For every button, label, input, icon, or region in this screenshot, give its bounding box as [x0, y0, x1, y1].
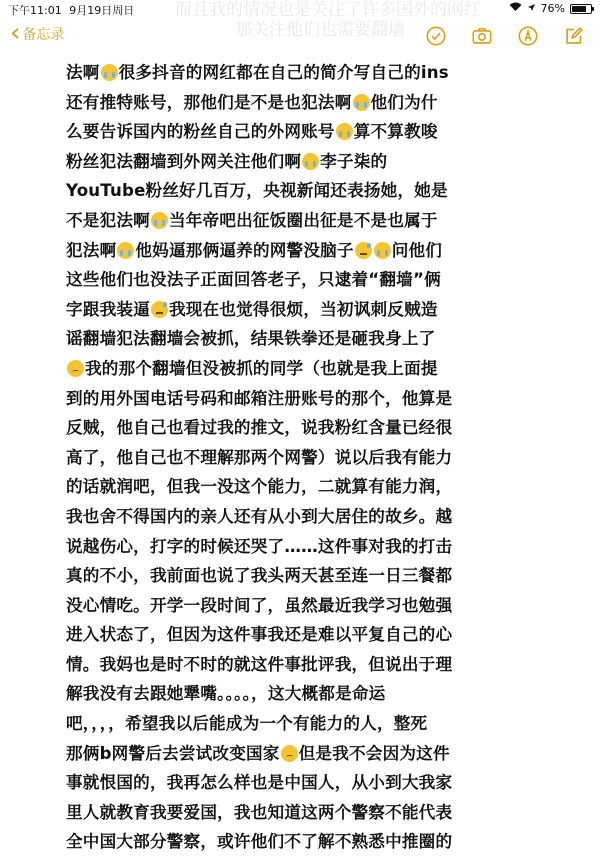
note-text: 当年帝吧出征饭圈出征是不是也属于: [168, 210, 438, 230]
note-text: 我也舍不得国内的亲人还有从小到大居住的故乡。越: [66, 506, 453, 526]
sweat-emoji-icon: [355, 242, 372, 259]
note-text: 李子柒的: [320, 151, 388, 171]
note-line: [66, 472, 566, 502]
chevron-left-icon: ‹: [10, 17, 21, 48]
note-text: 全中国大部分警察，或许他们不了解不熟悉中推圈的: [66, 832, 453, 852]
note-text: 我现在也觉得很烦，当初讽刺反贼造: [168, 299, 438, 319]
note-text: YouTube粉丝好几百万，央视新闻还表扬她，她是: [66, 181, 448, 201]
note-text: 进入状态了，但因为这件事我还是难以平复自己的心: [66, 625, 453, 645]
note-line: [66, 591, 566, 621]
note-text: 他们为什: [370, 92, 438, 112]
note-text: 反贼，他自己也看过我的推文，说我粉红含量已经很: [66, 418, 453, 438]
ghost-line: 而且我的情况也是关注了许多国外的网红: [175, 0, 481, 20]
note-text: 没心情吃。开学一段时间了，虽然最近我学习也勉强: [66, 595, 453, 615]
note-text: 他妈逼那俩逼养的网警没脑子: [135, 240, 354, 260]
status-bar: [0, 0, 600, 18]
note-line: [66, 739, 566, 769]
note-text: 说越伤心，打字的时候还哭了……这件事对我的打击: [66, 536, 453, 556]
markup-pen-icon[interactable]: [516, 24, 540, 48]
note-line: [66, 443, 566, 473]
battery-level-fill: [572, 6, 586, 12]
note-line: [66, 827, 566, 857]
note-text: 还有推特账号，那他们是不是也犯法啊: [66, 92, 352, 112]
note-text: 那俩b网警后去尝试改变国家: [66, 743, 280, 763]
note-line: [66, 324, 566, 354]
time-text: 下午11:01: [8, 4, 62, 17]
sad-emoji-icon: [67, 360, 84, 377]
note-line: [66, 532, 566, 562]
note-line: [66, 650, 566, 680]
note-text: 情。我妈也是时不时的就这件事批评我，但说出于理: [66, 654, 453, 674]
note-line: [66, 265, 566, 295]
note-text: 高了，他自己也不理解那两个网警）说以后我有能力: [66, 447, 453, 467]
battery-icon: [570, 4, 592, 14]
location-icon: [527, 2, 536, 15]
back-button[interactable]: [10, 17, 65, 48]
note-line: [66, 413, 566, 443]
note-body[interactable]: [66, 58, 566, 857]
note-text: 粉丝犯法翻墙到外网关注他们啊: [66, 151, 302, 171]
note-text: 么要告诉国内的粉丝自己的外网账号: [66, 122, 335, 142]
note-line: [66, 295, 566, 325]
toolbar-actions: [424, 24, 586, 48]
note-text: 不是犯法啊: [66, 210, 150, 230]
note-text: 里人就教育我要爱国，我也知道这两个警察不能代表: [66, 802, 453, 822]
battery-percent: 76%: [540, 2, 565, 15]
note-line: [66, 561, 566, 591]
note-line: [66, 709, 566, 739]
note-line: [66, 88, 566, 118]
note-text: 谣翻墙犯法翻墙会被抓，结果铁拳还是砸我身上了: [66, 329, 436, 349]
note-line: [66, 176, 566, 206]
note-line: [66, 117, 566, 147]
back-label: 备忘录: [22, 27, 65, 43]
status-right: [509, 2, 592, 15]
camera-icon[interactable]: [470, 24, 494, 48]
note-text: 字跟我装逼: [66, 299, 150, 319]
note-line: [66, 620, 566, 650]
note-text: 真的不小，我前面也说了我头两天甚至连一日三餐都: [66, 566, 453, 586]
cry-emoji-icon: [302, 153, 319, 170]
note-text: 但是我不会因为这件: [298, 743, 450, 763]
sweat-emoji-icon: [151, 301, 168, 318]
note-line: [66, 354, 566, 384]
note-line: [66, 206, 566, 236]
note-text: 我的那个翻墙但没被抓的同学（也就是我上面提: [85, 358, 438, 378]
cry-emoji-icon: [374, 242, 391, 259]
note-text: 很多抖音的网红都在自己的简介写自己的ins: [118, 63, 449, 82]
cry-emoji-icon: [101, 64, 118, 81]
note-line: [66, 768, 566, 798]
note-text: 这些他们也没法子正面回答老子，只逮着“翻墙”俩: [66, 270, 441, 290]
note-text: 到的用外国电话号码和邮箱注册账号的那个，他算是: [66, 388, 453, 408]
compose-icon[interactable]: [562, 24, 586, 48]
note-text: 问他们: [391, 240, 443, 260]
wifi-icon: [509, 2, 522, 15]
note-line: [66, 502, 566, 532]
note-text: 算不算教唆: [353, 122, 438, 142]
note-text: 吧，，，，希望我以后能成为一个有能力的人，整死: [66, 714, 428, 734]
toolbar: [0, 18, 600, 56]
note-line: [66, 679, 566, 709]
note-text: 法啊: [66, 63, 100, 82]
note-text: 的话就润吧，但我一没这个能力，二就算有能力润，: [66, 477, 453, 497]
status-time: [8, 2, 134, 18]
note-text: 解我没有去跟她犟嘴。。。。，这大概都是命运: [66, 684, 386, 704]
cry-emoji-icon: [117, 242, 134, 259]
check-circle-icon[interactable]: [424, 24, 448, 48]
cry-emoji-icon: [336, 123, 353, 140]
sad-emoji-icon: [281, 745, 298, 762]
cry-emoji-icon: [151, 212, 168, 229]
note-line: [66, 236, 566, 266]
note-text: 事就恨国的，我再怎么样也是中国人，从小到大我家: [66, 773, 453, 793]
date-text: 9月19日周日: [69, 4, 135, 17]
note-line: [66, 147, 566, 177]
note-line: [66, 384, 566, 414]
cry-emoji-icon: [353, 94, 370, 111]
note-line: [66, 798, 566, 828]
note-line: [66, 58, 566, 88]
note-text: 犯法啊: [66, 240, 117, 260]
ghost-line: 那关注他们也需要翻墙: [235, 20, 405, 40]
